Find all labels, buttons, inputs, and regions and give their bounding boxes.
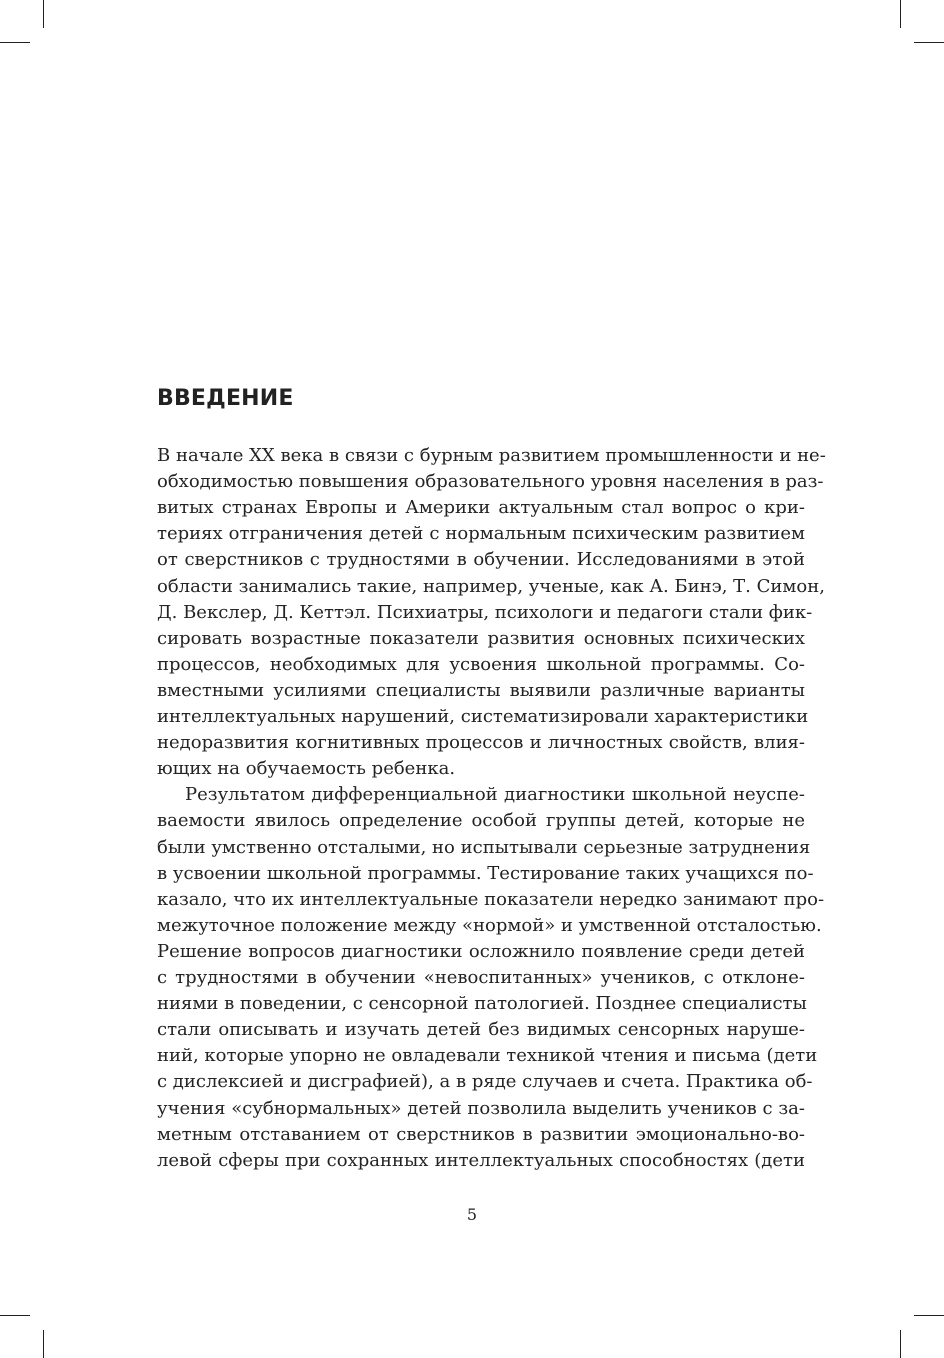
crop-mark-bottom-right-h [914, 1315, 944, 1316]
text-line: В начале XX века в связи с бурным развитием промышленности и не- [157, 445, 826, 466]
crop-mark-bottom-right [900, 1330, 901, 1358]
text-line: ваемости явилось определение особой группы детей, которые не [157, 810, 805, 832]
crop-mark-top-left [43, 0, 44, 28]
text-line: стали описывать и изучать детей без видимых сенсорных наруше- [157, 1019, 805, 1041]
text-line: с трудностями в обучении «невоспитанных» учеников, с отклоне- [157, 967, 805, 988]
crop-mark-top-right-h [914, 42, 944, 43]
text-line: области занимались такие, например, ученые, как А. Бинэ, Т. Симон, [157, 575, 825, 597]
text-line: Решение вопросов диагностики осложнило появление среди детей [157, 940, 805, 962]
text-line: ний, которые упорно не овладевали техникой чтения и письма (дети [157, 1045, 818, 1067]
text-line: метным отставанием от сверстников в развитии эмоционально-во- [157, 1123, 805, 1145]
text-line: териях отграничения детей с нормальным психическим развитием [157, 523, 805, 545]
page-number: 5 [466, 1205, 478, 1224]
text-line: в усвоении школьной программы. Тестирование таких учащихся по- [157, 862, 814, 884]
text-line: вместными усилиями специалисты выявили различные варианты [157, 679, 805, 701]
text-line: ниями в поведении, с сенсорной патологией. Позднее специалисты [157, 993, 807, 1015]
text-line: учения «субнормальных» детей позволила выделить учеников с за- [157, 1097, 805, 1119]
text-line: от сверстников с трудностями в обучении. Исследованиями в этой [157, 549, 805, 571]
text-line: витых странах Европы и Америки актуальным стал вопрос о кри- [157, 497, 805, 519]
text-line: процессов, необходимых для усвоения школьной программы. Со- [157, 653, 805, 675]
text-line: недоразвития когнитивных процессов и личностных свойств, влия- [157, 732, 805, 754]
crop-mark-top-right [900, 0, 901, 28]
text-line: Результатом дифференциальной диагностики школьной неуспе- [185, 784, 805, 806]
crop-mark-bottom-left-h [0, 1315, 30, 1316]
text-line: ющих на обучаемость ребенка. [157, 758, 456, 780]
text-line: левой сферы при сохранных интеллектуальных способностях (дети [157, 1149, 805, 1171]
text-line: Д. Векслер, Д. Кеттэл. Психиатры, психологи и педагоги стали фик- [157, 601, 813, 623]
text-line: межуточное положение между «нормой» и умственной отсталостью. [157, 914, 822, 936]
section-heading: ВВЕДЕНИЕ [157, 386, 294, 411]
text-line: сировать возрастные показатели развития основных психических [157, 627, 805, 649]
text-line: с дислексией и дисграфией), а в ряде случаев и счета. Практика об- [157, 1071, 813, 1093]
text-line: обходимостью повышения образовательного уровня населения в раз- [157, 471, 824, 493]
text-line: казало, что их интеллектуальные показатели нередко занимают про- [157, 888, 825, 910]
crop-mark-top-left-h [0, 42, 30, 43]
crop-mark-bottom-left [43, 1330, 44, 1358]
text-line: были умственно отсталыми, но испытывали серьезные затруднения [157, 836, 811, 858]
text-line: интеллектуальных нарушений, систематизировали характеристики [157, 706, 809, 727]
